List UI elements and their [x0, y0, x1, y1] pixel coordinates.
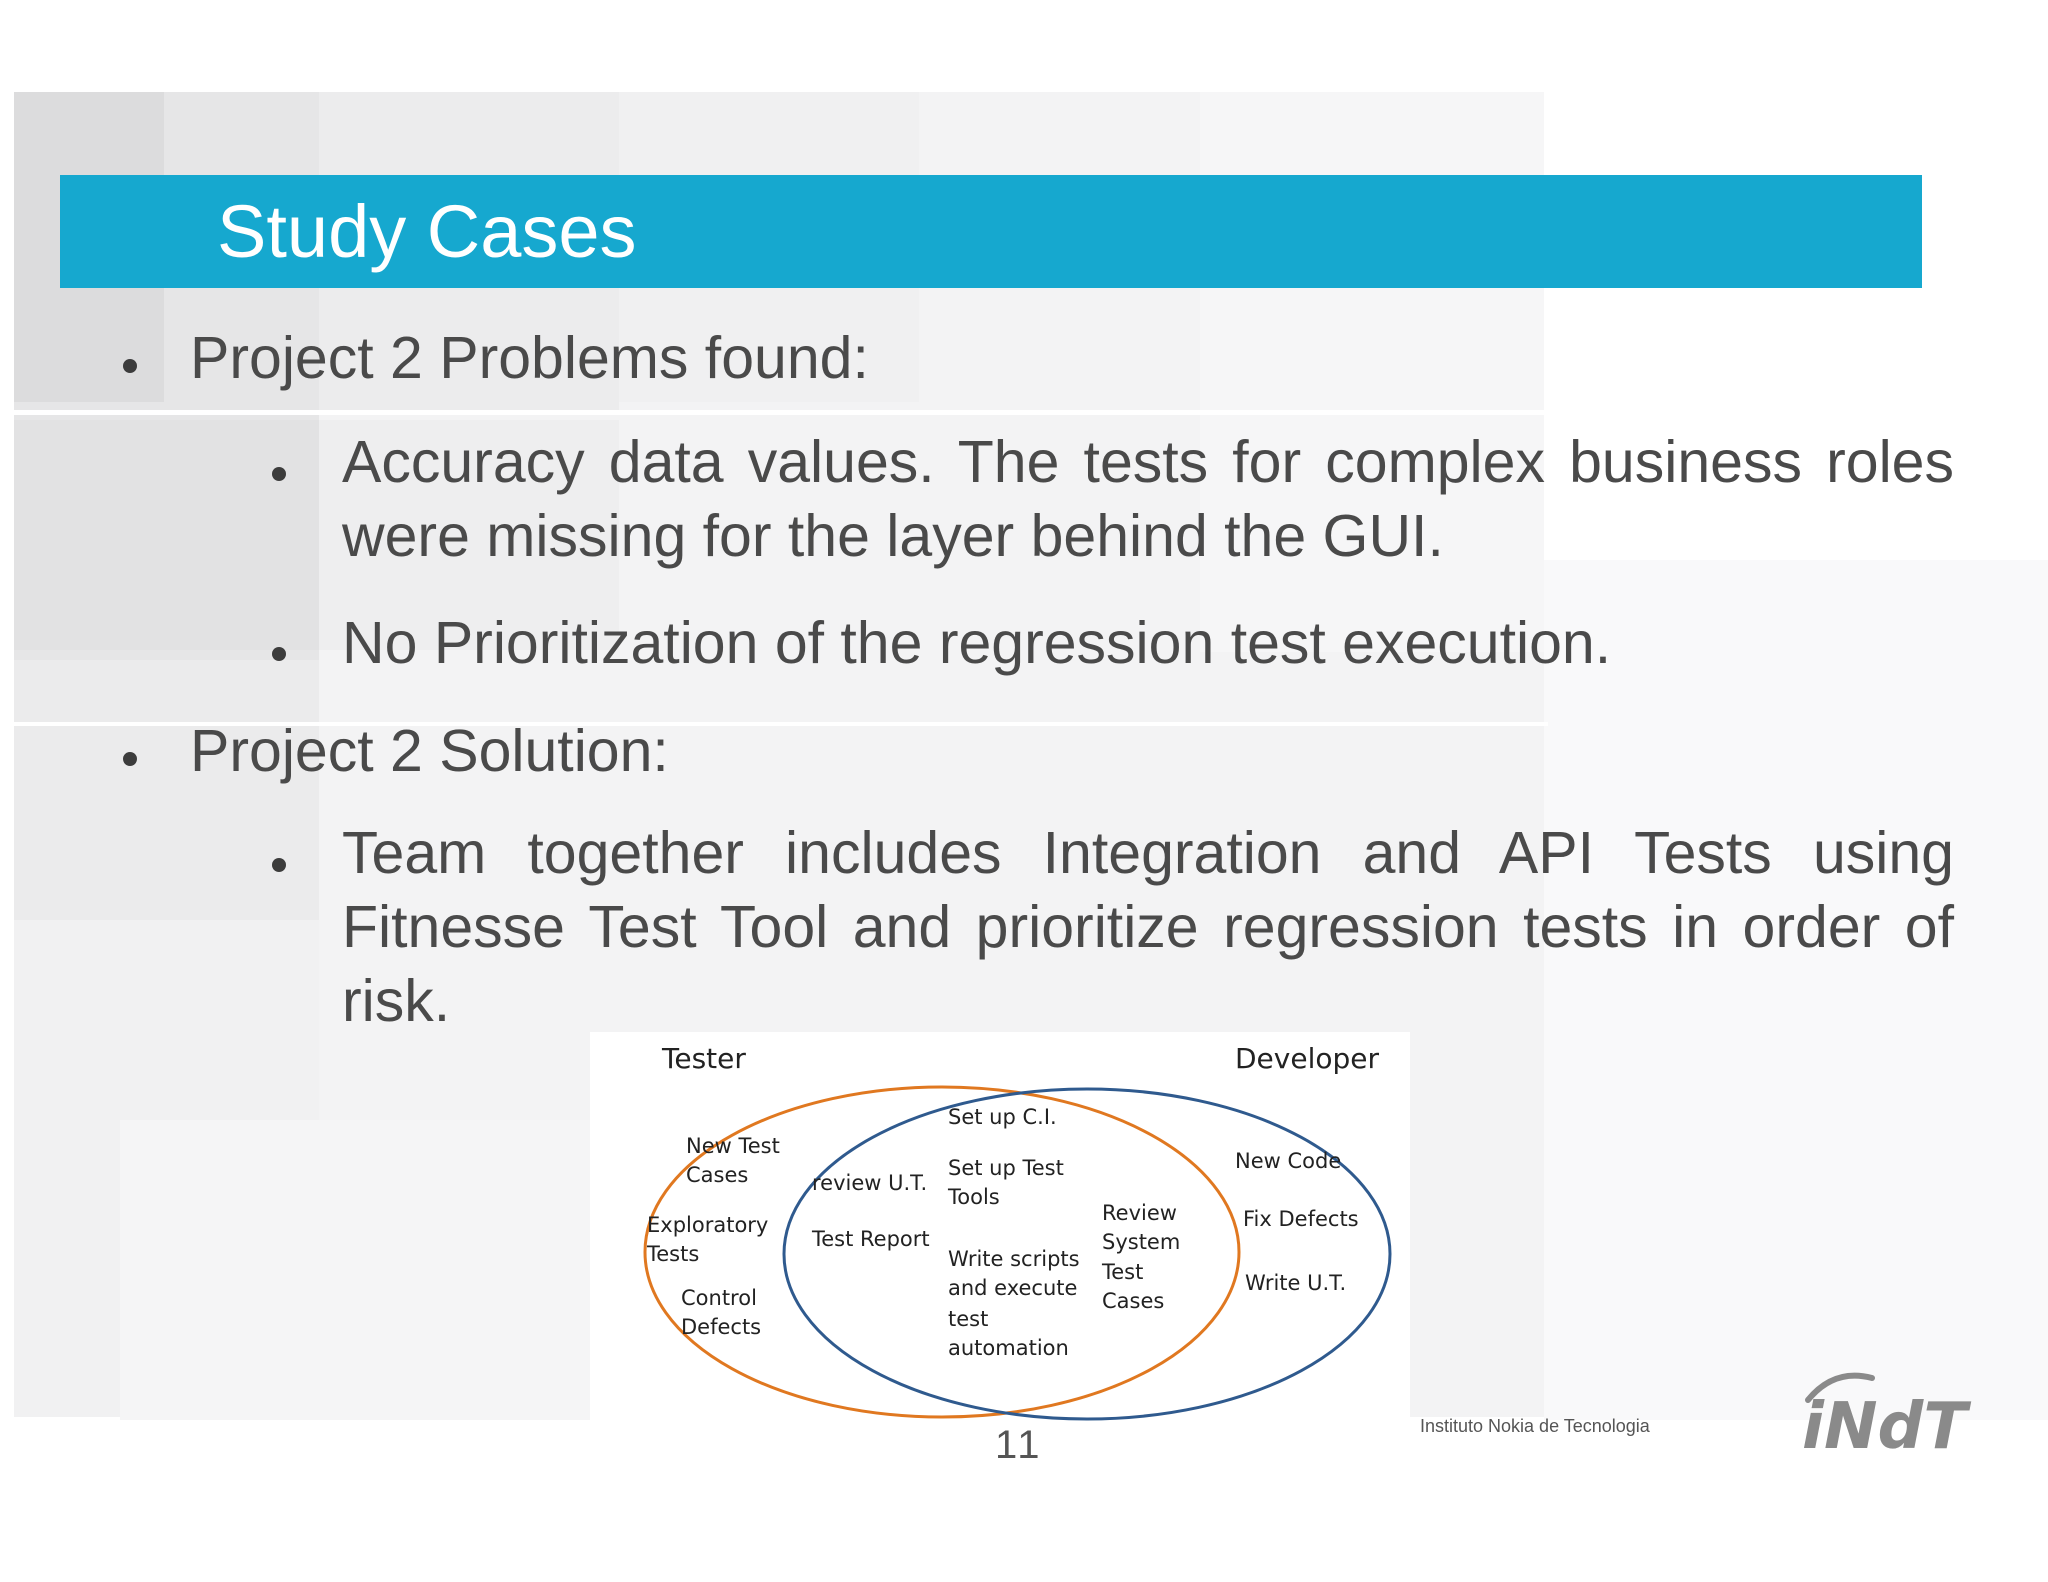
tester-label: Tester: [662, 1042, 746, 1075]
venn-item: Exploratory: [647, 1213, 769, 1237]
venn-item: Test Report: [812, 1227, 930, 1251]
bullet-dot: [272, 647, 286, 661]
logo-text: iNdT: [1802, 1390, 1967, 1460]
title-bar: [60, 175, 1922, 288]
venn-item: Set up C.I.: [948, 1105, 1057, 1129]
bullet-dot: [123, 752, 137, 766]
venn-item: Write scripts: [948, 1247, 1080, 1271]
bullet-dot: [123, 359, 137, 373]
venn-item: Fix Defects: [1243, 1207, 1359, 1231]
venn-item: New Code: [1235, 1149, 1342, 1173]
venn-item: Tools: [948, 1185, 1000, 1209]
venn-item: test: [948, 1307, 989, 1331]
venn-item: Control: [681, 1286, 757, 1310]
venn-item: System: [1102, 1230, 1181, 1254]
bullet-text: Project 2 Problems found:: [190, 325, 869, 391]
page-number: 11: [995, 1423, 1043, 1467]
venn-item: Set up Test: [948, 1156, 1064, 1180]
venn-item: Review: [1102, 1201, 1177, 1225]
bullet-text: Project 2 Solution:: [190, 718, 669, 784]
footer-text: Instituto Nokia de Tecnologia: [1420, 1416, 1650, 1436]
venn-item: review U.T.: [812, 1171, 928, 1195]
bullet-dot: [272, 858, 286, 872]
bullet-text: Accuracy data values. The tests for complex business roles were missing for the layer behind the GUI.: [342, 429, 1954, 569]
developer-label: Developer: [1235, 1042, 1380, 1075]
bullet-text: Team together includes Integration and API Tests using Fitnesse Test Tool and prioritize regression tests in order of risk.: [342, 820, 1954, 1034]
venn-item: automation: [948, 1336, 1069, 1360]
venn-item: Tests: [647, 1242, 700, 1266]
venn-diagram: [590, 1032, 1410, 1432]
venn-item: Cases: [1102, 1289, 1165, 1313]
venn-item: Cases: [686, 1163, 749, 1187]
slide-title: Study Cases: [217, 190, 637, 273]
bullet-dot: [272, 467, 286, 481]
venn-item: Defects: [681, 1315, 762, 1339]
indt-logo: [1800, 1364, 1980, 1460]
venn-item: and execute: [948, 1276, 1078, 1300]
venn-item: Test: [1102, 1260, 1144, 1284]
venn-item: Write U.T.: [1245, 1271, 1347, 1295]
venn-item: New Test: [686, 1134, 780, 1158]
bullet-text: No Prioritization of the regression test execution.: [342, 610, 1612, 676]
